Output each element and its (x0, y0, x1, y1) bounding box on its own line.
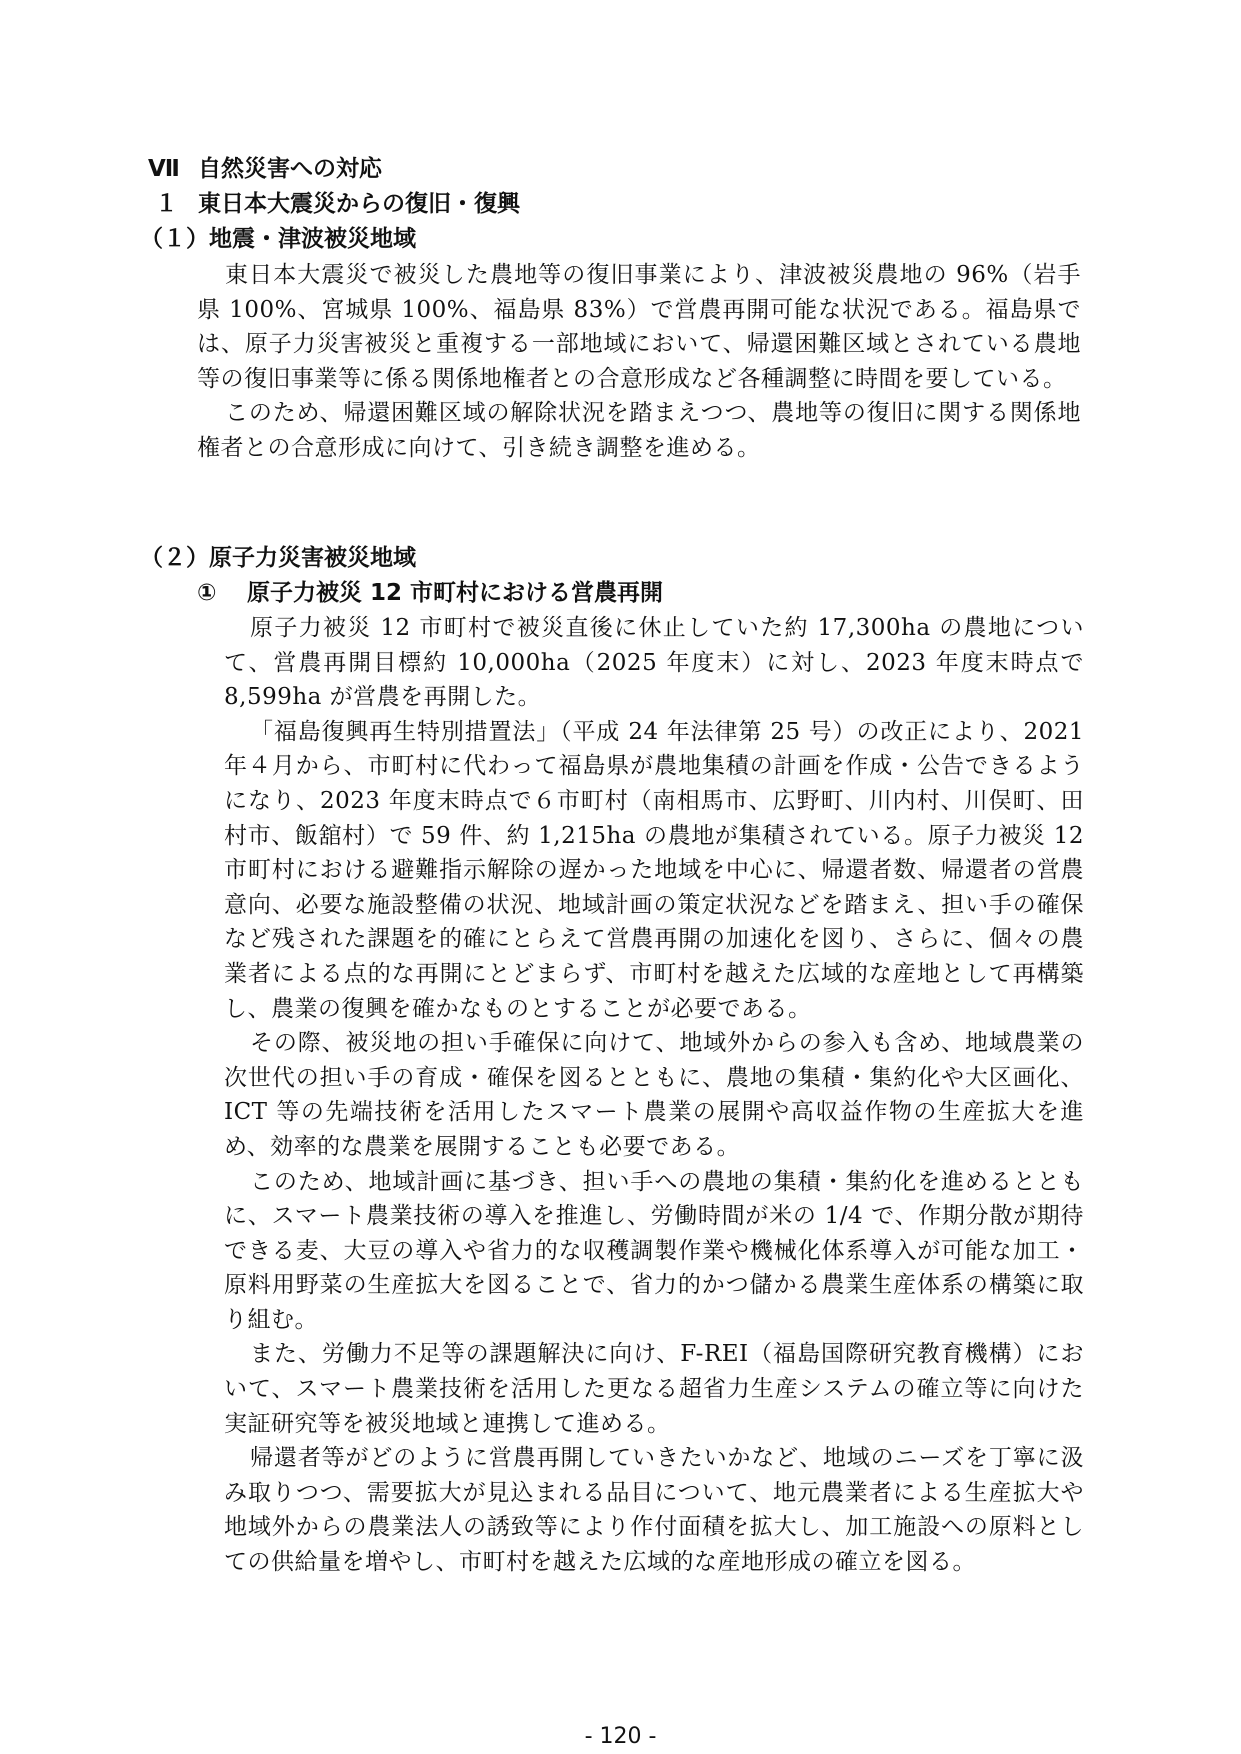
item1-title: 地震・津波被災地域 (209, 226, 416, 252)
item2-number: （２） (140, 545, 209, 571)
section-title: 自然災害への対応 (198, 156, 382, 182)
paragraph: 原子力被災 12 市町村で被災直後に休止していた約 17,300ha の農地について、営農再開目標約 10,000ha（2025 年度末）に対し、2023 年度末時点で 8,599ha が営農を再開した。 (224, 615, 1084, 711)
paragraph: このため、帰還困難区域の解除状況を踏まえつつ、農地等の復旧に関する関係地権者との合意形成に向けて、引き続き調整を進める。 (197, 400, 1081, 461)
item2-sub-title: 原子力被災 12 市町村における営農再開 (247, 580, 664, 606)
paragraph: このため、地域計画に基づき、担い手への農地の集積・集約化を進めるとともに、スマート農業技術の導入を推進し、労働時間が米の 1/4 で、作期分散が期待できる麦、大豆の導入や省力的な収穫調製作業や機械化体系導入が可能な加工・原料用野菜の生産拡大を図ることで、省力的かつ儲かる農業生産体系の構築に取り組む。 (224, 1168, 1084, 1333)
section-number: Ⅶ (148, 156, 180, 182)
item1-body (197, 258, 1081, 466)
item2-sub-number: ① (197, 580, 217, 606)
item1-heading (140, 222, 416, 256)
item2-heading (140, 541, 416, 575)
paragraph: 帰還者等がどのように営農再開していきたいかなど、地域のニーズを丁寧に汲み取りつつ、需要拡大が見込まれる品目について、地元農業者による生産拡大や地域外からの農業法人の誘致等により作付面積を拡大し、加工施設への原料としての供給量を増やし、市町村を越えた広域的な産地形成の確立を図る。 (224, 1445, 1084, 1576)
item2-body (224, 611, 1084, 1580)
page-number: - 120 - (584, 1724, 657, 1749)
paragraph: 東日本大震災で被災した農地等の復旧事業により、津波被災農地の 96%（岩手県 100%、宮城県 100%、福島県 83%）で営農再開可能な状況である。福島県では、原子力災害被災と重複する一部地域において、帰還困難区域とされている農地等の復旧事業等に係る関係地権者との合意形成など各種調整に時間を要している。 (197, 262, 1081, 392)
paragraph: また、労働力不足等の課題解決に向け、F-REI（福島国際研究教育機構）において、スマート農業技術を活用した更なる超省力生産システムの確立等に向けた実証研究等を被災地域と連携して進める。 (224, 1341, 1084, 1437)
item2-title: 原子力災害被災地域 (209, 545, 416, 571)
section-heading (148, 152, 382, 186)
subsection-title: 東日本大震災からの復旧・復興 (198, 191, 520, 217)
item1-number: （１） (140, 226, 209, 252)
subsection-heading (155, 187, 520, 221)
item2-sub-heading (197, 576, 663, 610)
paragraph: その際、被災地の担い手確保に向けて、地域外からの参入も含め、地域農業の次世代の担い手の育成・確保を図るとともに、農地の集積・集約化や大区画化、ICT 等の先端技術を活用したスマート農業の展開や高収益作物の生産拡大を進め、効率的な農業を展開することも必要である。 (224, 1030, 1084, 1160)
paragraph: 「福島復興再生特別措置法」（平成 24 年法律第 25 号）の改正により、2021 年４月から、市町村に代わって福島県が農地集積の計画を作成・公告できるようになり、2023 年度末時点で６市町村（南相馬市、広野町、川内村、川俣町、田村市、飯舘村）で 59 件、約 1,215ha の農地が集積されている。原子力被災 12 市町村における避難指示解除の遅かった地域を中心に、帰還者数、帰還者の営農意向、必要な施設整備の状況、地域計画の策定状況などを踏まえ、担い手の確保など残された課題を的確にとらえて営農再開の加速化を図り、さらに、個々の農業者による点的な再開にとどまらず、市町村を越えた広域的な産地として再構築し、農業の復興を確かなものとすることが必要である。 (224, 718, 1085, 1022)
subsection-number: １ (155, 191, 178, 217)
